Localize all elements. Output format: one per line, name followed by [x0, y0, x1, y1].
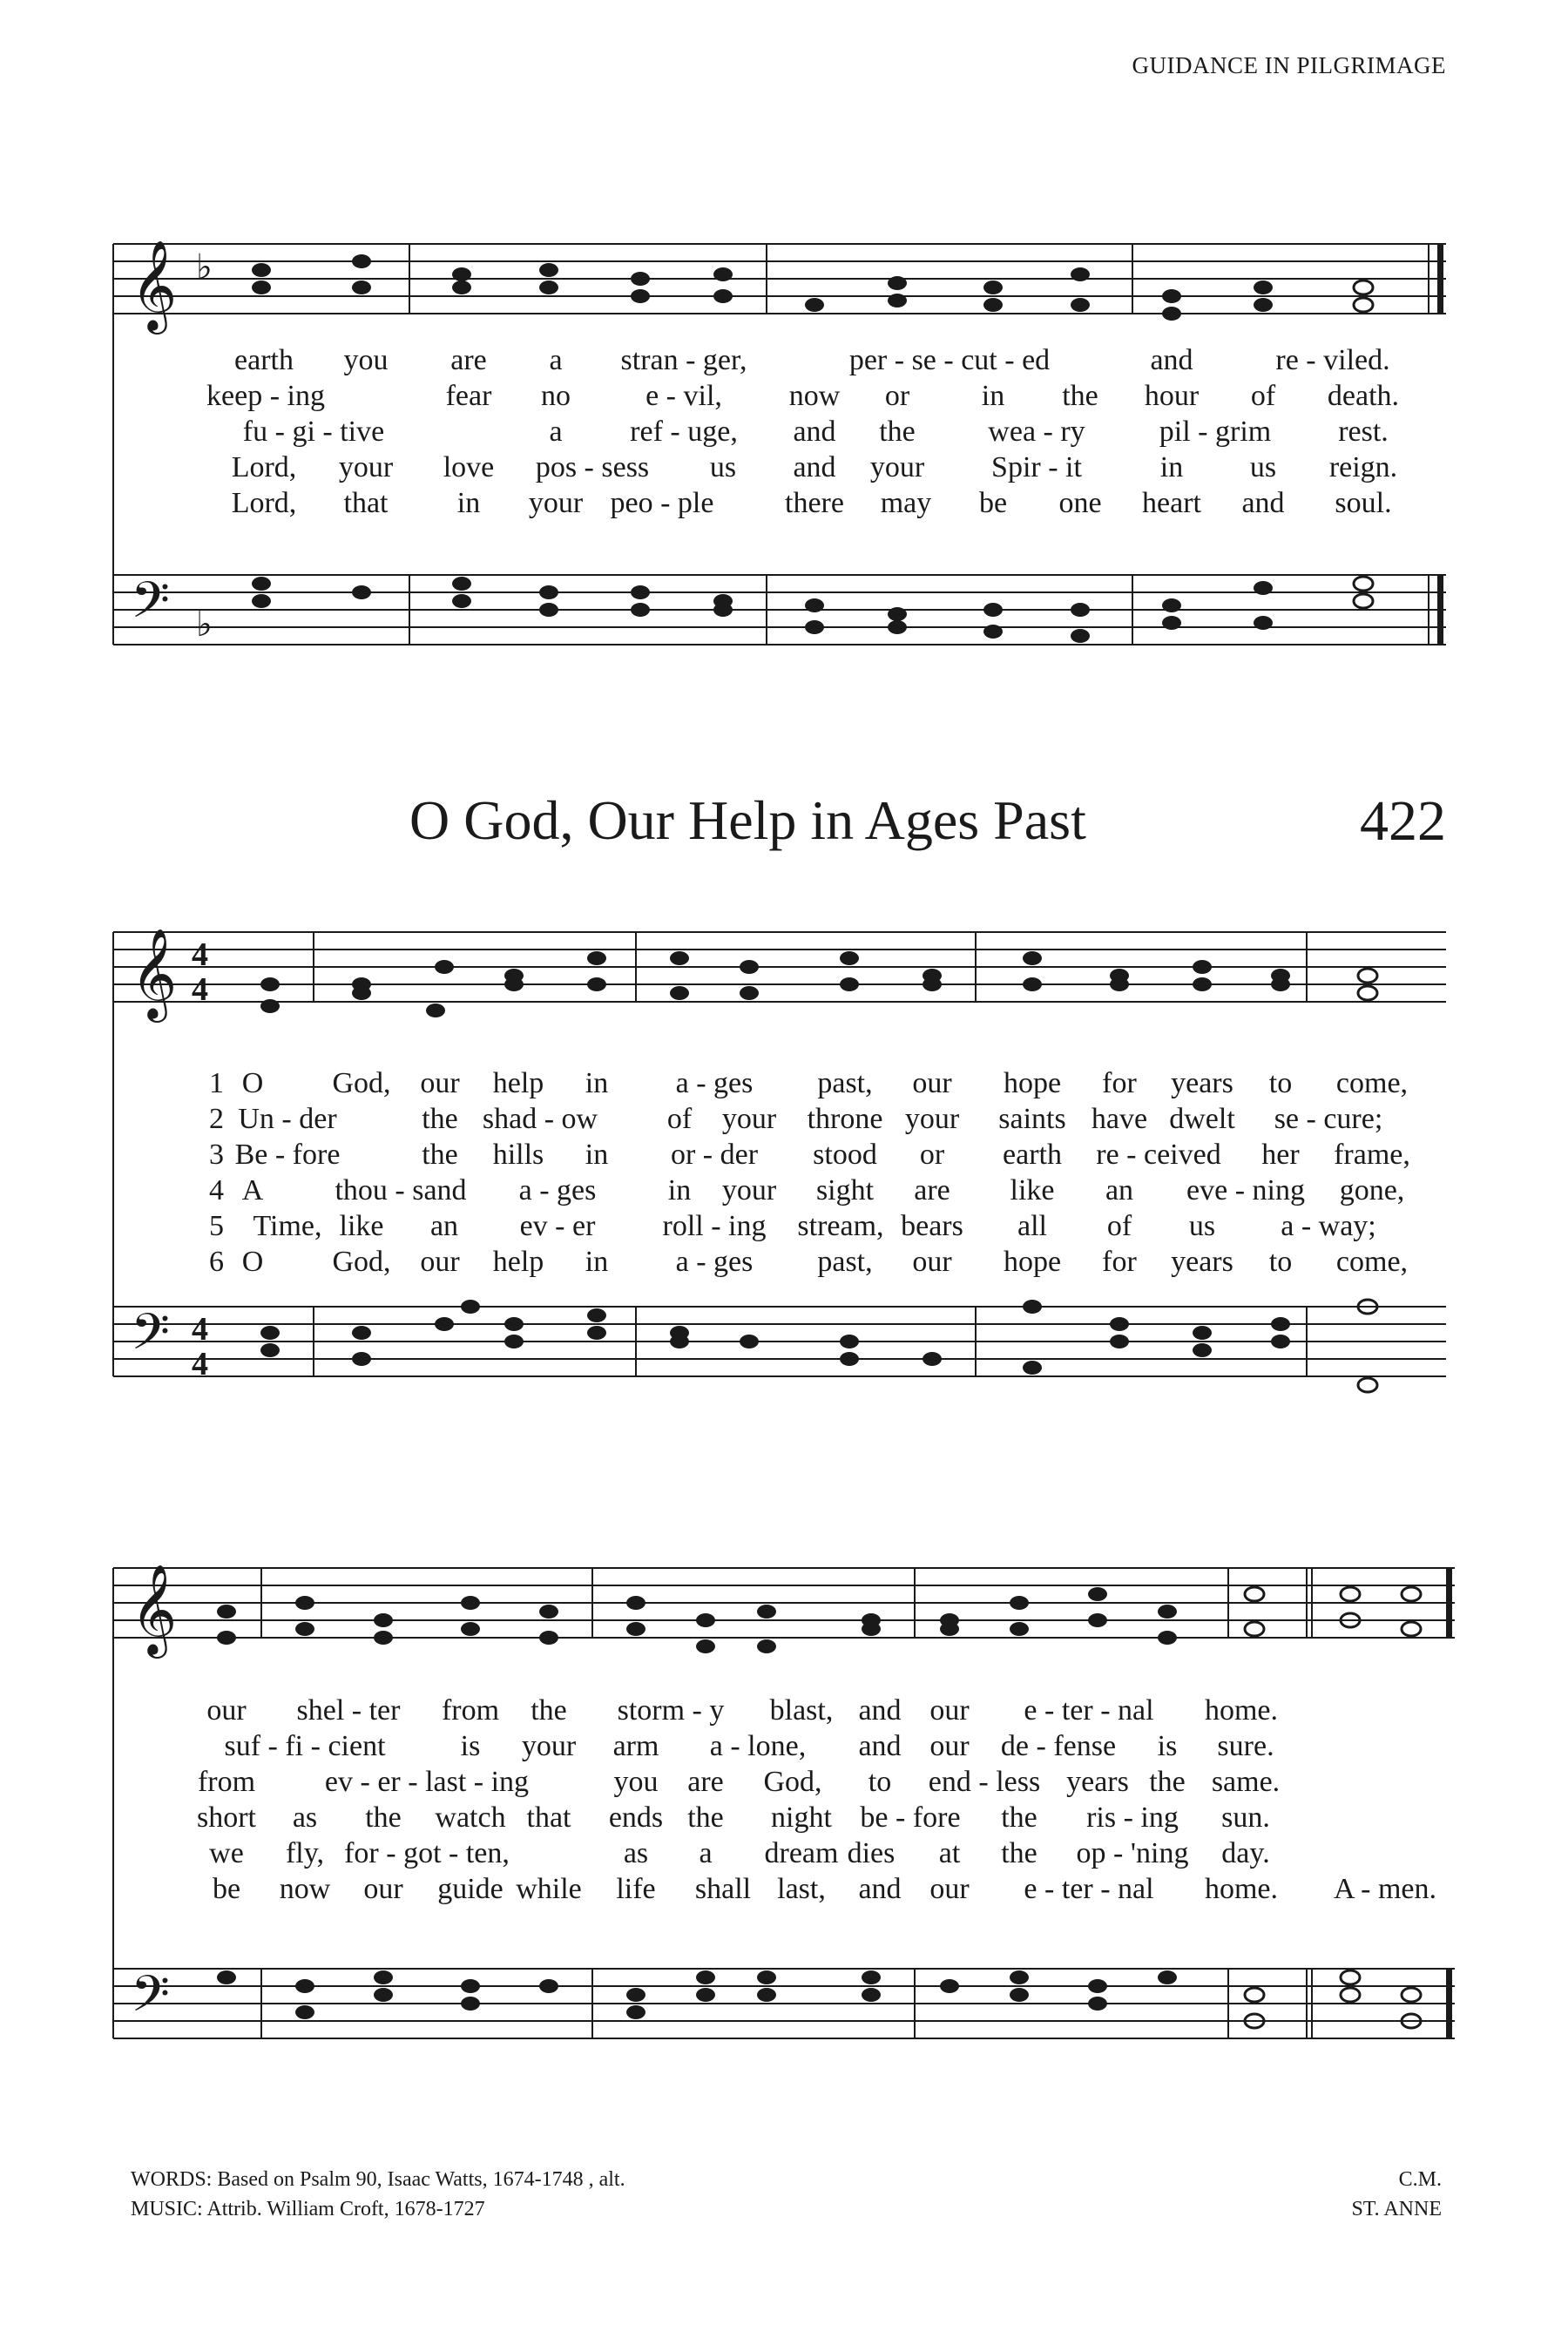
treble-clef-icon: 𝄞 [131, 243, 178, 329]
lyric-syllable: us [709, 451, 737, 483]
lyric-syllable: the [687, 1801, 724, 1834]
lyric-syllable: like [339, 1210, 384, 1242]
lyric-syllable: Lord, [231, 451, 297, 483]
svg-text:4: 4 [192, 1346, 208, 1382]
lyric-syllable: your [528, 487, 584, 519]
lyric-syllable: stran - ger, [620, 344, 747, 376]
lyric-syllable: end - less [928, 1766, 1041, 1798]
lyric-syllable: in [585, 1246, 609, 1278]
lyric-syllable: for [1102, 1067, 1137, 1099]
lyric-syllable: se - cure; [1274, 1103, 1383, 1135]
time-signature-icon: 4 [192, 936, 208, 973]
svg-text:4: 4 [192, 971, 208, 1008]
lyric-syllable: in [1159, 451, 1184, 483]
lyric-syllable: our [206, 1694, 247, 1727]
lyric-syllable: home. [1204, 1694, 1279, 1727]
lyric-syllable: ris - ing [1086, 1801, 1179, 1834]
lyric-syllable: be [978, 487, 1008, 519]
lyric-syllable: and [1241, 487, 1285, 519]
lyric-syllable: in [456, 487, 481, 519]
verse-line-b [0, 1694, 1568, 1731]
lyric-syllable: e - ter - nal [1024, 1694, 1154, 1727]
lyric-syllable: A [241, 1174, 264, 1206]
lyric-syllable: suf - fi - cient [224, 1730, 386, 1762]
meter-label: C.M. [1398, 2168, 1442, 2191]
lyric-syllable: to [1268, 1246, 1293, 1278]
credits [131, 2165, 625, 2224]
lyric-syllable: our [929, 1730, 970, 1762]
lyric-syllable: God, [332, 1067, 391, 1099]
lyric-syllable: years [1171, 1246, 1233, 1278]
lyric-syllable: ref - uge, [630, 416, 738, 448]
lyric-syllable: from [441, 1694, 500, 1727]
lyric-syllable: rest. [1338, 416, 1389, 448]
lyric-syllable: and [793, 416, 836, 448]
lyric-syllable: are [914, 1174, 950, 1206]
section-header: GUIDANCE IN PILGRIMAGE [1132, 52, 1446, 78]
bass-clef-icon: 𝄢 [131, 1968, 171, 2035]
tune-info [1351, 2165, 1442, 2224]
notes-treble-top [252, 254, 1373, 321]
lyric-syllable: that [343, 487, 389, 519]
lyric-syllable: that [526, 1801, 571, 1834]
lyric-syllable: frame, [1334, 1139, 1410, 1171]
lyric-syllable: the [422, 1103, 458, 1135]
lyric-syllable: the [1001, 1837, 1037, 1869]
lyric-syllable: arm [612, 1730, 659, 1762]
lyric-syllable: 2 [209, 1103, 224, 1135]
lyric-syllable: Time, [253, 1210, 322, 1242]
lyric-syllable: saints [998, 1103, 1066, 1135]
verse-line-a [0, 1246, 1568, 1282]
verse-line-a [0, 1103, 1568, 1139]
lyric-syllable: guide [437, 1873, 504, 1905]
verse-line-a [0, 1139, 1568, 1175]
lyric-syllable: you [343, 344, 389, 376]
lyric-syllable: all [1017, 1210, 1047, 1242]
hymn-title: O God, Our Help in Ages Past [409, 789, 1086, 851]
verse-line-b [0, 1730, 1568, 1767]
lyric-syllable: to [1268, 1067, 1293, 1099]
lyric-syllable: you [613, 1766, 659, 1798]
lyric-syllable: ev - er - last - ing [324, 1766, 530, 1798]
lyric-syllable: or [919, 1139, 945, 1171]
lyric-syllable: blast, [769, 1694, 834, 1727]
lyric-syllable: a - ges [675, 1067, 754, 1099]
lyric-syllable: now [279, 1873, 331, 1905]
lyric-syllable: re - viled. [1275, 344, 1390, 376]
lyric-syllable: your [338, 451, 394, 483]
lyric-syllable: eve - ning [1186, 1174, 1305, 1206]
lyric-syllable: to [868, 1766, 892, 1798]
lyric-syllable: bears [901, 1210, 963, 1242]
lyric-syllable: past, [817, 1067, 873, 1099]
lyric-syllable: our [363, 1873, 403, 1905]
music-credit: MUSIC: Attrib. William Croft, 1678-1727 [131, 2198, 485, 2220]
lyric-syllable: now [788, 380, 841, 412]
lyric-syllable: storm - y [617, 1694, 725, 1727]
lyric-syllable: 3 [209, 1139, 224, 1171]
lyric-syllable: there [785, 487, 844, 519]
lyric-syllable: us [1249, 451, 1277, 483]
lyric-syllable: come, [1335, 1067, 1409, 1099]
lyric-syllable: and [858, 1730, 902, 1762]
lyric-syllable: we [209, 1837, 244, 1869]
lyric-syllable: last, [777, 1873, 826, 1905]
lyric-syllable: years [1171, 1067, 1233, 1099]
lyric-syllable: us [1188, 1210, 1216, 1242]
lyric-syllable: and [858, 1694, 902, 1727]
lyric-syllable: an [1105, 1174, 1134, 1206]
lyric-syllable: home. [1204, 1873, 1279, 1905]
lyric-syllable: be - fore [860, 1801, 961, 1834]
lyric-syllable: and [858, 1873, 902, 1905]
lyric-syllable: is [460, 1730, 481, 1762]
lyric-syllable: as [292, 1801, 318, 1834]
lyric-syllable: God, [763, 1766, 822, 1798]
notes-bass-b [217, 1970, 1421, 2028]
lyric-syllable: shad - ow [482, 1103, 598, 1135]
lyric-syllable: hope [1003, 1246, 1062, 1278]
lyric-syllable: 4 [209, 1174, 224, 1206]
lyric-syllable: fear [445, 380, 492, 412]
lyric-syllable: ends [608, 1801, 664, 1834]
lyric-syllable: night [771, 1801, 832, 1834]
notes-bass-a [260, 1300, 1377, 1392]
lyric-syllable: the [531, 1694, 567, 1727]
lyric-syllable: in [981, 380, 1005, 412]
lyric-syllable: in [585, 1139, 609, 1171]
lyric-syllable: our [420, 1067, 460, 1099]
lyric-syllable: sight [815, 1174, 875, 1206]
lyric-syllable: one [1058, 487, 1102, 519]
lyric-syllable: stood [813, 1139, 877, 1171]
lyric-syllable: day. [1221, 1837, 1270, 1869]
lyric-syllable: reign. [1328, 451, 1398, 483]
lyric-syllable: your [869, 451, 925, 483]
lyric-syllable: may [880, 487, 932, 519]
lyric-syllable: the [1001, 1801, 1037, 1834]
lyric-syllable: help [492, 1067, 544, 1099]
lyric-syllable: Be - fore [234, 1139, 341, 1171]
lyric-syllable: shall [694, 1873, 752, 1905]
lyric-syllable: hills [492, 1139, 544, 1171]
lyric-syllable: roll - ing [662, 1210, 767, 1242]
words-credit: WORDS: Based on Psalm 90, Isaac Watts, 1674-1748 , alt. [131, 2168, 625, 2191]
bass-clef-icon: 𝄢 [131, 574, 171, 641]
lyric-syllable: a [549, 344, 563, 376]
lyric-syllable: of [1106, 1210, 1132, 1242]
lyric-syllable: e - vil, [645, 380, 722, 412]
lyric-syllable: a - way; [1281, 1210, 1376, 1242]
lyric-syllable: and [793, 451, 836, 483]
lyric-syllable: our [929, 1873, 970, 1905]
lyric-syllable: op - 'ning [1076, 1837, 1189, 1869]
lyric-syllable: sure. [1217, 1730, 1274, 1762]
lyric-syllable: your [721, 1103, 777, 1135]
top-verse-line [0, 451, 1568, 488]
lyric-syllable: hope [1003, 1067, 1062, 1099]
lyric-syllable: are [450, 344, 487, 376]
verse-line-a [0, 1067, 1568, 1104]
lyric-syllable: a - ges [675, 1246, 754, 1278]
lyric-syllable: dwelt [1169, 1103, 1235, 1135]
lyric-syllable: in [585, 1067, 609, 1099]
treble-clef-icon: 𝄞 [131, 931, 178, 1017]
lyric-syllable: our [420, 1246, 460, 1278]
lyric-syllable: 1 [209, 1067, 224, 1099]
lyric-syllable: pos - sess [535, 451, 650, 483]
lyric-syllable: a - ges [518, 1174, 597, 1206]
lyric-syllable: or - der [670, 1139, 759, 1171]
lyric-syllable: Spir - it [991, 451, 1082, 483]
lyric-syllable: our [912, 1246, 952, 1278]
lyric-syllable: come, [1335, 1246, 1409, 1278]
lyric-syllable: years [1066, 1766, 1129, 1798]
lyric-syllable: 5 [209, 1210, 224, 1242]
lyric-syllable: soul. [1335, 487, 1392, 519]
lyric-syllable: of [666, 1103, 693, 1135]
lyric-syllable: our [912, 1067, 952, 1099]
lyric-syllable: same. [1211, 1766, 1281, 1798]
lyric-syllable: like [1010, 1174, 1055, 1206]
lyric-syllable: life [616, 1873, 656, 1905]
verse-line-a [0, 1174, 1568, 1211]
lyric-syllable: God, [332, 1246, 391, 1278]
lyric-syllable: no [541, 380, 571, 412]
lyric-syllable: the [422, 1139, 458, 1171]
lyric-syllable: in [667, 1174, 692, 1206]
lyric-syllable: thou - sand [335, 1174, 467, 1206]
lyric-syllable: for [1102, 1246, 1137, 1278]
verse-line-b [0, 1837, 1568, 1874]
lyric-syllable: have [1091, 1103, 1148, 1135]
lyric-syllable: and [1150, 344, 1193, 376]
verse-line-b [0, 1766, 1568, 1802]
verse-line-a [0, 1210, 1568, 1247]
tune-name: ST. ANNE [1351, 2198, 1442, 2220]
lyric-syllable: heart [1142, 487, 1201, 519]
lyric-syllable: past, [817, 1246, 873, 1278]
lyric-syllable: dies [847, 1837, 896, 1869]
lyric-syllable: fu - gi - tive [242, 416, 385, 448]
lyric-syllable: per - se - cut - ed [848, 344, 1051, 376]
lyric-syllable: are [687, 1766, 724, 1798]
lyric-syllable: stream, [797, 1210, 884, 1242]
verse-line-b [0, 1801, 1568, 1838]
lyric-syllable: our [929, 1694, 970, 1727]
bass-clef-icon: 𝄢 [131, 1306, 171, 1373]
lyric-syllable: earth [234, 344, 294, 376]
lyric-syllable: the [1062, 380, 1098, 412]
lyric-syllable: de - fense [1000, 1730, 1117, 1762]
lyric-syllable: an [429, 1210, 459, 1242]
lyric-syllable: as [623, 1837, 649, 1869]
lyric-syllable: love [443, 451, 495, 483]
lyric-syllable: peo - ple [610, 487, 714, 519]
lyric-syllable: e - ter - nal [1024, 1873, 1154, 1905]
time-signature-icon: 4 [192, 1311, 208, 1348]
hymn-number: 422 [1360, 789, 1446, 853]
flat-icon: ♭ [196, 247, 213, 287]
lyric-syllable: is [1157, 1730, 1178, 1762]
lyric-syllable: be [212, 1873, 241, 1905]
lyric-syllable: fly, [285, 1837, 325, 1869]
lyric-syllable: help [492, 1246, 544, 1278]
lyric-syllable: at [938, 1837, 961, 1869]
lyric-syllable: for - got - ten, [344, 1837, 510, 1869]
lyric-syllable: ev - er [519, 1210, 596, 1242]
lyric-syllable: O [241, 1067, 264, 1099]
lyric-syllable: death. [1327, 380, 1400, 412]
lyric-syllable: her [1261, 1139, 1300, 1171]
lyric-syllable: 6 [209, 1246, 224, 1278]
lyric-syllable: A - men. [1333, 1873, 1437, 1905]
lyric-syllable: hour [1144, 380, 1200, 412]
lyric-syllable: Lord, [231, 487, 297, 519]
flat-icon: ♭ [196, 605, 213, 644]
lyric-syllable: O [241, 1246, 264, 1278]
lyric-syllable: a [699, 1837, 713, 1869]
lyric-syllable: your [904, 1103, 960, 1135]
lyric-syllable: watch [435, 1801, 506, 1834]
lyric-syllable: your [721, 1174, 777, 1206]
lyric-syllable: the [365, 1801, 402, 1834]
top-verse-line [0, 416, 1568, 452]
lyric-syllable: dream [764, 1837, 839, 1869]
lyric-syllable: of [1250, 380, 1276, 412]
lyric-syllable: your [521, 1730, 577, 1762]
lyric-syllable: Un - der [238, 1103, 337, 1135]
lyric-syllable: throne [807, 1103, 883, 1135]
lyric-syllable: a [549, 416, 563, 448]
lyric-syllable: from [197, 1766, 256, 1798]
lyric-syllable: a - lone, [709, 1730, 807, 1762]
lyric-syllable: keep - ing [206, 380, 325, 412]
lyric-syllable: the [1149, 1766, 1186, 1798]
lyric-syllable: gone, [1339, 1174, 1405, 1206]
top-verse-line [0, 487, 1568, 524]
lyric-syllable: re - ceived [1096, 1139, 1221, 1171]
top-verse-line [0, 380, 1568, 416]
lyric-syllable: the [879, 416, 916, 448]
lyric-syllable: shel - ter [296, 1694, 401, 1727]
top-verse-line [0, 344, 1568, 381]
lyric-syllable: sun. [1221, 1801, 1270, 1834]
lyric-syllable: while [516, 1873, 582, 1905]
treble-clef-icon: 𝄞 [131, 1567, 178, 1653]
lyric-syllable: pil - grim [1159, 416, 1272, 448]
lyric-syllable: wea - ry [988, 416, 1085, 448]
lyric-syllable: earth [1003, 1139, 1062, 1171]
lyric-syllable: short [197, 1801, 256, 1834]
verse-line-b [0, 1873, 1568, 1909]
lyric-syllable: or [884, 380, 910, 412]
